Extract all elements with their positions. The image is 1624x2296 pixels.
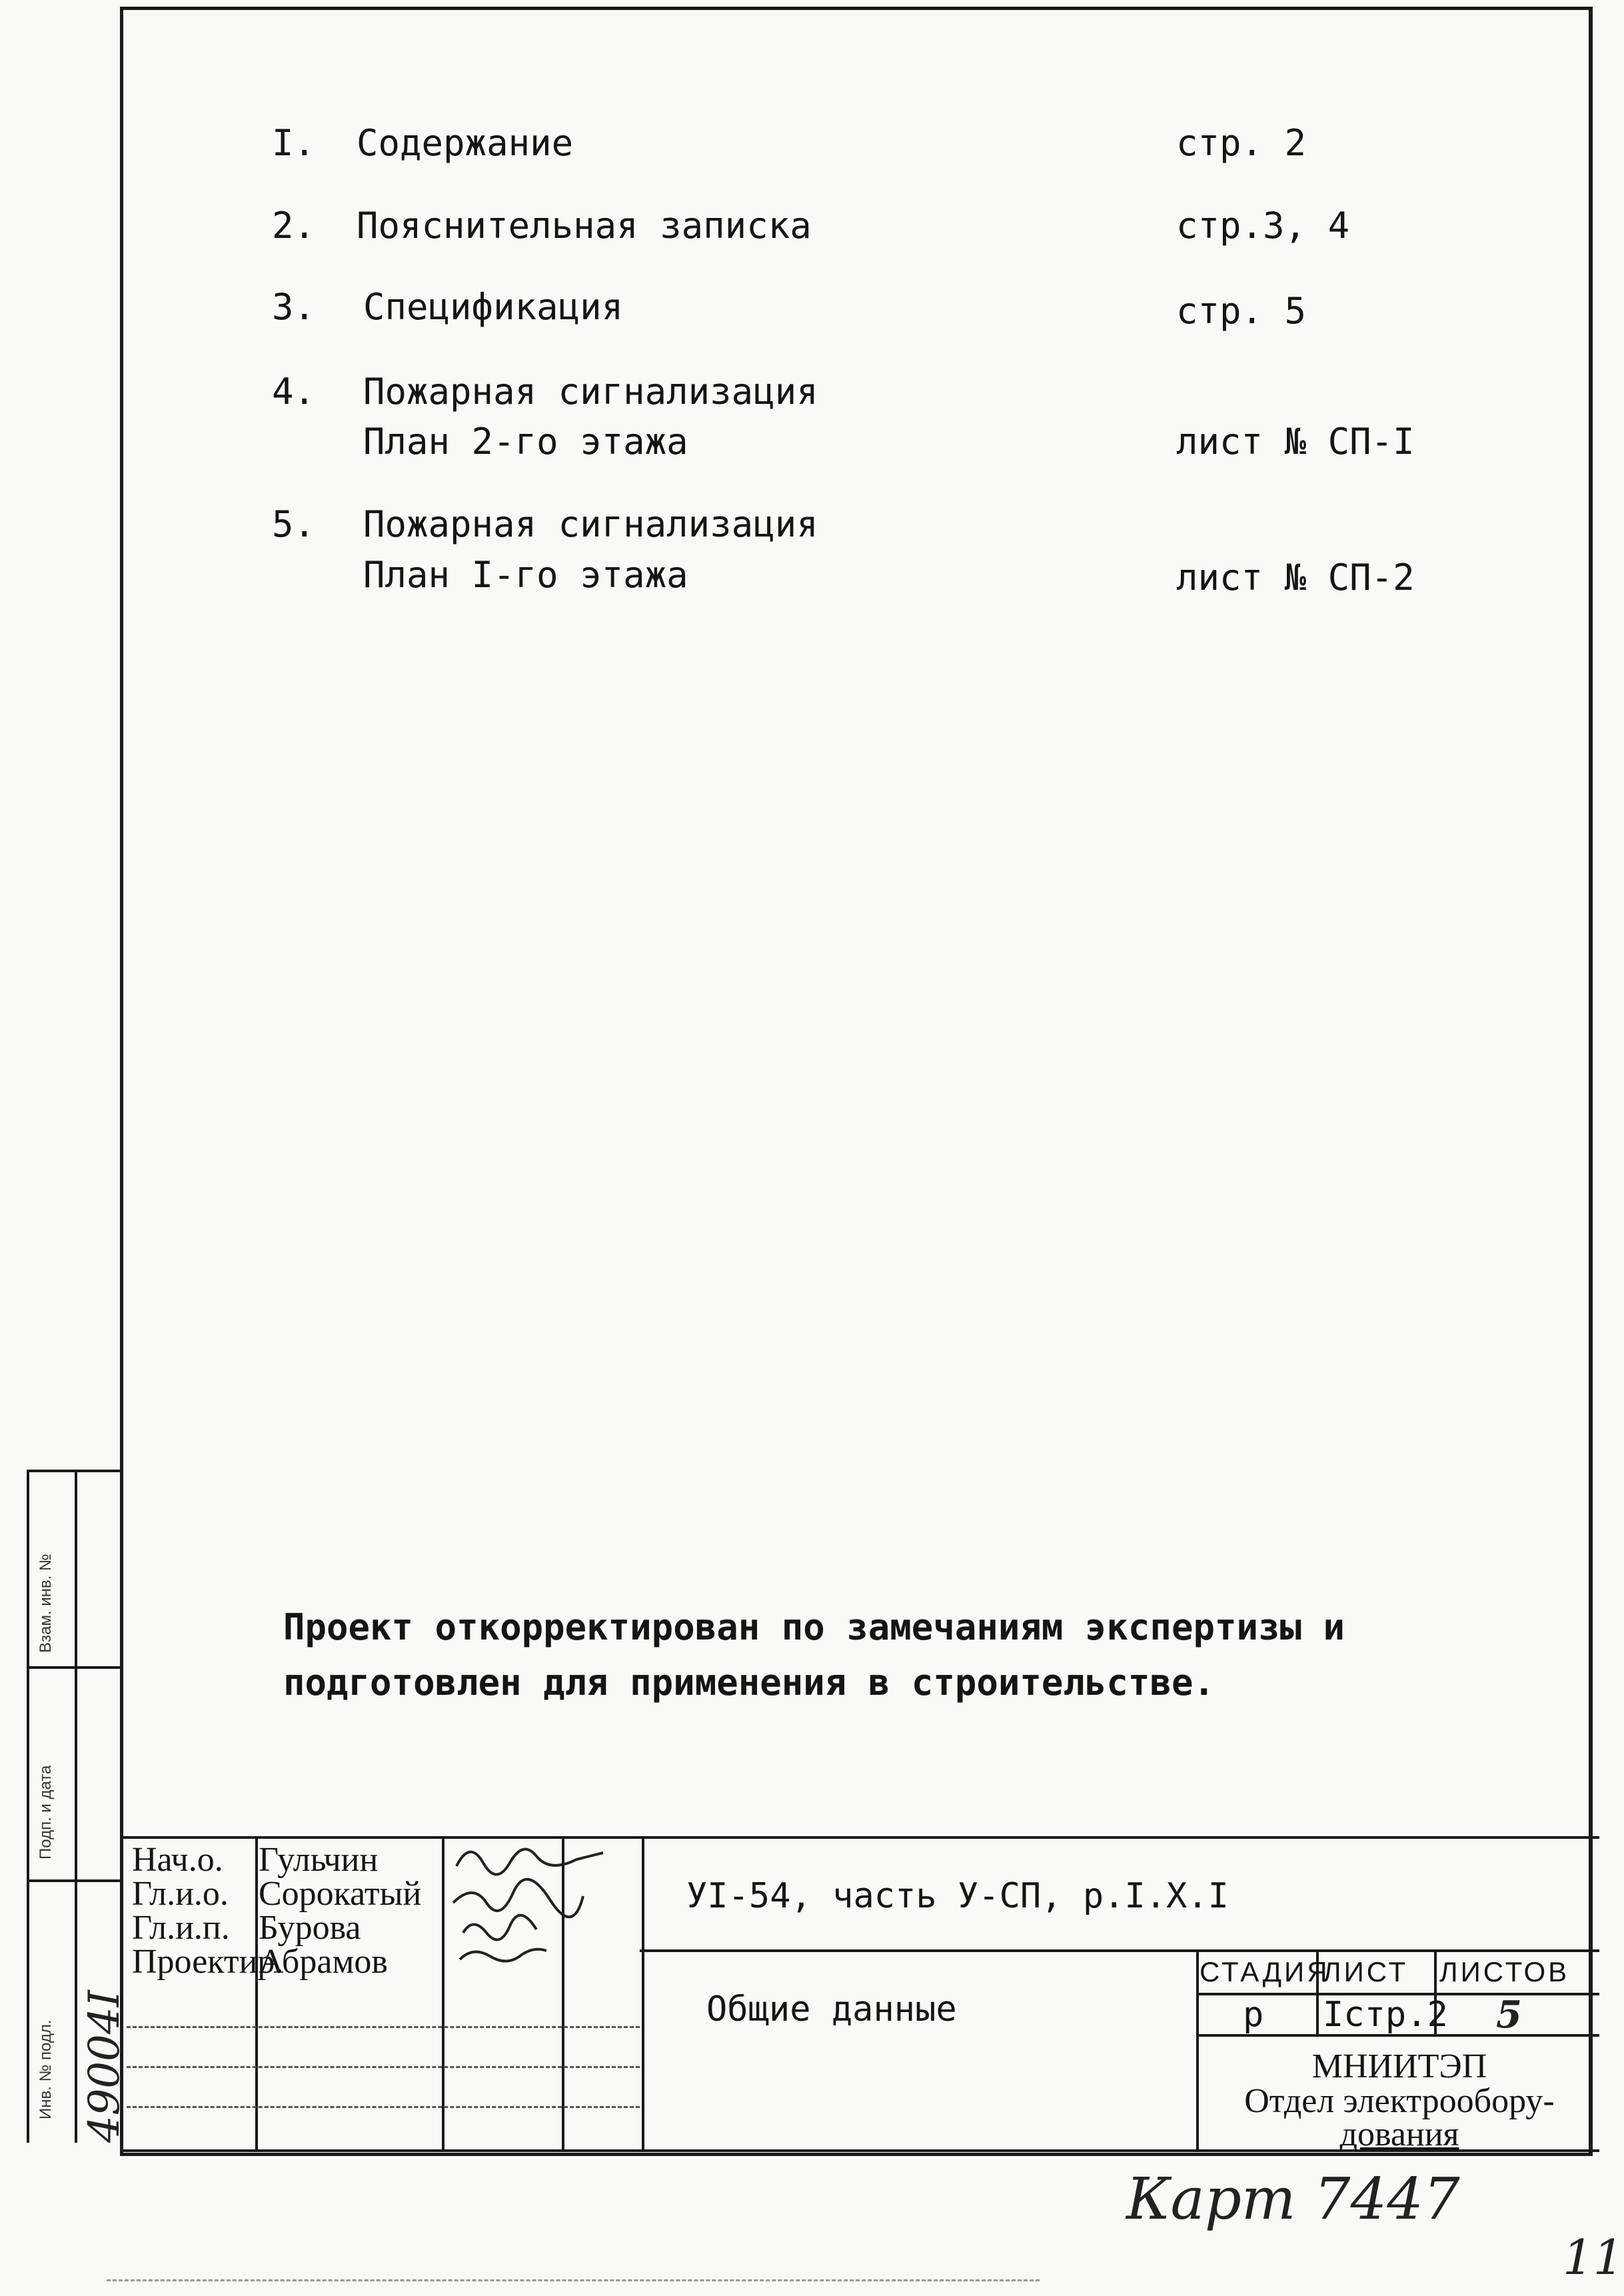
contents-item-subtitle: План I-го этажа (363, 554, 688, 596)
contents-item-page: стр. 5 (1176, 290, 1307, 332)
signature-name: Бурова (259, 1909, 361, 1947)
sheet-header: ЛИСТ (1323, 1956, 1409, 1987)
contents-item-subtitle: План 2-го этажа (363, 421, 688, 463)
organization-name: МНИИТЭП (1311, 2047, 1487, 2085)
handwritten-corner-mark: 11 (1563, 2229, 1624, 2285)
signature-role: Проектир. (132, 1943, 284, 1981)
correction-note-line2: подготовлен для применения в строительстве. (283, 1662, 1215, 1704)
contents-item-number: 5. (272, 503, 316, 545)
handwritten-signatures (443, 1839, 643, 1966)
signature-name: Абрамов (259, 1943, 388, 1981)
signature-name: Сорокатый (259, 1875, 422, 1913)
contents-item-title: Пожарная сигнализация (363, 371, 818, 413)
signature-role: Гл.и.о. (132, 1875, 229, 1913)
sheet-value: Iстр.2 (1323, 1995, 1448, 2035)
sheets-value: 5 (1496, 1993, 1522, 2037)
inventory-number: 49004I (80, 1990, 129, 2143)
signature-role: Гл.и.п. (132, 1909, 230, 1947)
contents-item-title: Пожарная сигнализация (363, 503, 818, 545)
organization-department-cont: дования (1339, 2115, 1459, 2153)
contents-item-number: 4. (272, 371, 316, 413)
contents-item-page: стр. 2 (1176, 122, 1307, 164)
handwritten-note: Карт 7447 (1126, 2166, 1460, 2233)
contents-item-number: 3. (272, 286, 316, 328)
contents-item-title: Пояснительная записка (357, 205, 812, 247)
sheets-header: ЛИСТОВ (1439, 1956, 1570, 1987)
contents-item-page: стр.3, 4 (1176, 205, 1350, 247)
document-designation: УI-54, часть У-СП, р.I.X.I (686, 1876, 1229, 1916)
contents-item-page: лист № СП-I (1176, 421, 1415, 463)
side-stamp-label: Подп. и дата (37, 1765, 55, 1859)
page-frame (120, 7, 1593, 2156)
contents-item-page: лист № СП-2 (1176, 557, 1415, 598)
contents-item-title: Спецификация (363, 286, 624, 328)
stage-header: СТАДИЯ (1200, 1956, 1330, 1987)
signature-name: Гульчин (259, 1841, 379, 1879)
side-stamp-label: Инв. № подл. (37, 2019, 55, 2119)
sheet-title: Общие данные (706, 1989, 957, 2029)
signature-role: Нач.о. (132, 1841, 223, 1879)
side-stamp-label: Взам. инв. № (37, 1554, 55, 1653)
contents-item-number: I. (272, 122, 316, 164)
contents-item-title: Содержание (357, 122, 574, 164)
correction-note-line1: Проект откорректирован по замечаниям экспертизы и (283, 1606, 1345, 1648)
organization-department: Отдел электрообору- (1244, 2082, 1555, 2120)
stage-value: р (1243, 1995, 1264, 2035)
scan-edge-line (107, 2279, 1040, 2281)
contents-item-number: 2. (272, 205, 316, 247)
